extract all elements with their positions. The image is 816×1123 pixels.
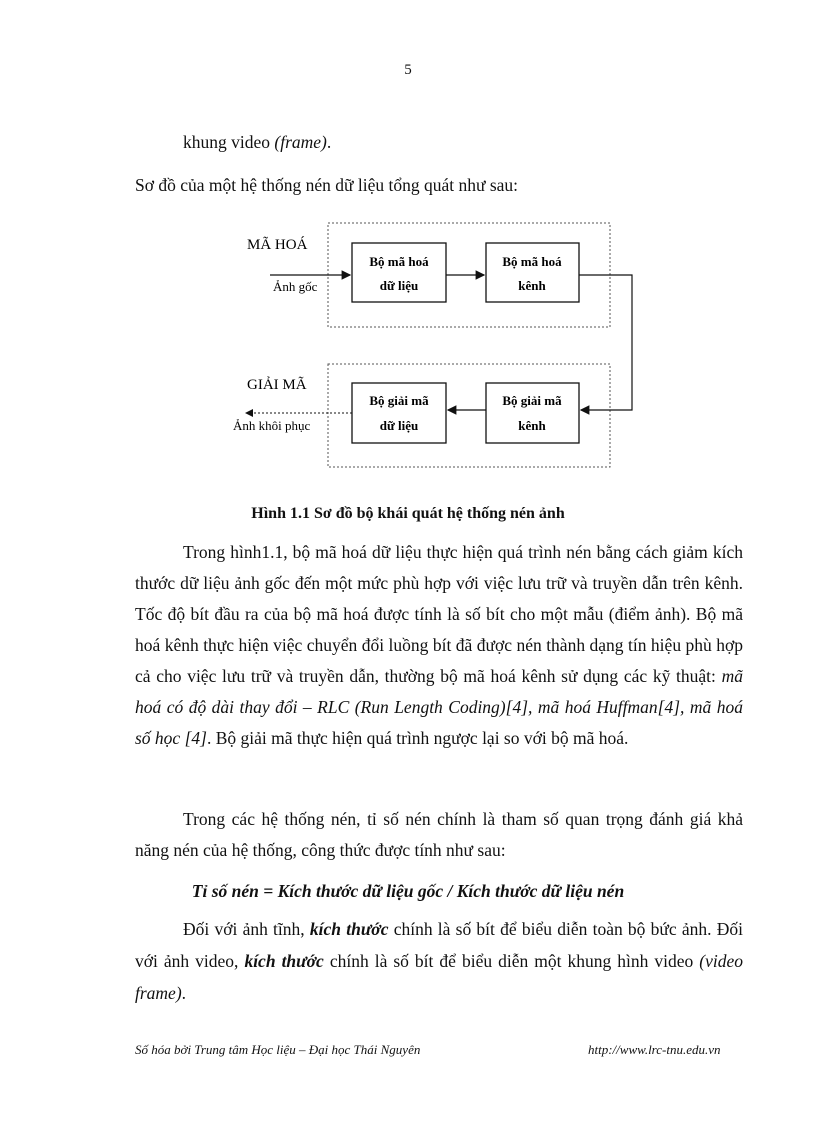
encoder-channel-box-line1: Bộ mã hoá	[502, 254, 562, 269]
paragraph-1-end: . Bộ giải mã thực hiện quá trình ngược lại so với bộ mã hoá.	[206, 728, 629, 748]
encoder-data-box-line2: dữ liệu	[379, 278, 419, 293]
decoder-data-box-line2: dữ liệu	[379, 418, 419, 433]
encode-label: MÃ HOÁ	[247, 237, 308, 253]
decoder-channel-box-line2: kênh	[518, 418, 546, 433]
lead-line: Sơ đồ của một hệ thống nén dữ liệu tổng quát như sau:	[135, 175, 519, 195]
decode-label: GIẢI MÃ	[247, 377, 307, 393]
paragraph-1	[135, 537, 743, 754]
paragraph-3-c: chính là số bít để biểu diễn toàn bộ bức ảnh. Đối với ảnh video,	[135, 919, 744, 971]
paragraph-1-text: Trong hình1.1, bộ mã hoá dữ liệu thực hiện quá trình nén bằng cách giảm kích thước dữ liệu ảnh gốc đến một mức phù hợp với việc lưu trữ và truyền dẫn trên kênh. Tốc độ bít đầu ra của bộ mã hoá được tính là số bít cho một mẫu (điểm ảnh). Bộ mã hoá kênh thực hiện việc chuyển đổi luồng bít đã được nén thành dạng tín hiệu phù hợp cả cho việc lưu trữ và truyền dẫn, thường bộ mã hoá kênh sử dụng các kỹ thuật:	[135, 542, 743, 686]
footer-left: Số hóa bởi Trung tâm Học liệu – Đại học Thái Nguyên	[135, 1042, 421, 1057]
channel-loop-arrow	[579, 275, 632, 410]
encoder-channel-box	[486, 243, 579, 302]
paragraph-3-b: kích thước	[309, 919, 389, 939]
paragraph-3-e: chính là số bít để biểu diễn một khung hình video	[323, 951, 700, 971]
intro-italic: (frame)	[274, 132, 327, 152]
paragraph-3-d: kích thước	[244, 951, 324, 971]
encoder-channel-box-line2: kênh	[518, 278, 546, 293]
page-number: 5	[404, 62, 412, 78]
input-label: Ảnh gốc	[273, 279, 318, 294]
intro-end: .	[326, 132, 332, 152]
footer-right[interactable]: http://www.lrc-tnu.edu.vn	[588, 1042, 721, 1057]
decoder-channel-box-line1: Bộ giải mã	[502, 393, 562, 408]
decoder-data-box	[352, 383, 446, 443]
compression-diagram	[0, 0, 816, 500]
encoder-data-box-line1: Bộ mã hoá	[369, 254, 429, 269]
figure-caption: Hình 1.1 Sơ đồ bộ khái quát hệ thống nén ảnh	[251, 505, 565, 522]
paragraph-3-f: (video frame)	[135, 951, 743, 1003]
decoder-channel-box	[486, 383, 579, 443]
formula: Tỉ số nén = Kích thước dữ liệu gốc / Kích thước dữ liệu nén	[191, 881, 625, 901]
paragraph-2: Trong các hệ thống nén, tỉ số nén chính là tham số quan trọng đánh giá khả năng nén của hệ thống, công thức được tính như sau:	[135, 809, 743, 860]
intro-text: khung video	[183, 132, 275, 152]
paragraph-3-g: .	[181, 983, 187, 1003]
paragraph-1-italic: mã hoá có độ dài thay đổi – RLC (Run Length Coding)[4], mã hoá Huffman[4], mã hoá số học [4]	[135, 666, 743, 748]
output-label: Ảnh khôi phục	[233, 418, 311, 433]
decoder-data-box-line1: Bộ giải mã	[369, 393, 429, 408]
paragraph-3	[135, 913, 743, 1009]
encoder-data-box	[352, 243, 446, 302]
decoder-frame	[328, 364, 610, 467]
paragraph-3-a: Đối với ảnh tĩnh,	[183, 919, 310, 939]
